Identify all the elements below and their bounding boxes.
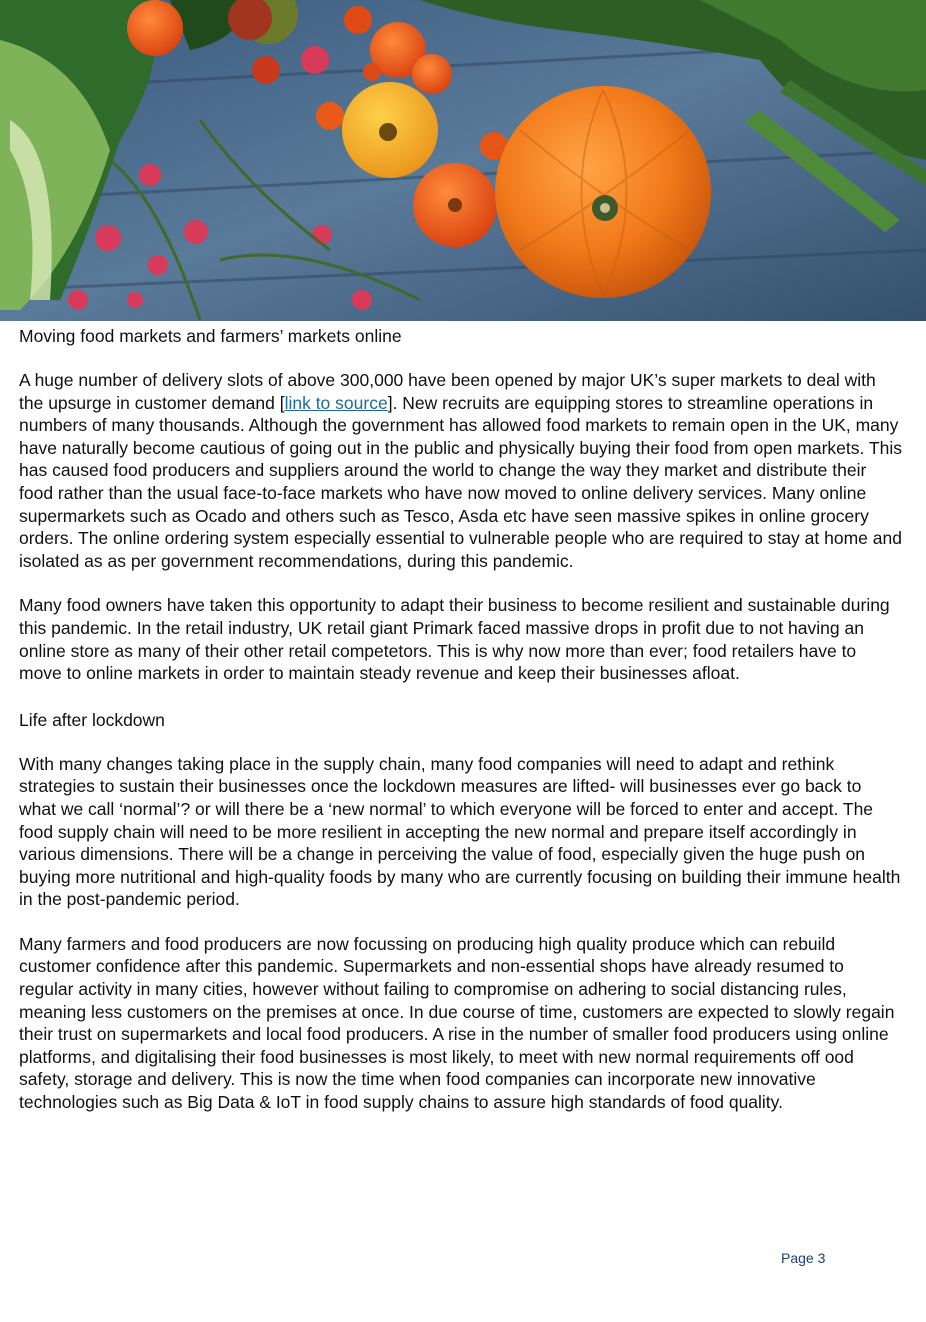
paragraph-food-owners: Many food owners have taken this opportunity to adapt their business to become resilient and sustainable during this pandemic. In the retail industry, UK retail giant Primark faced massive drops in profit due to not having an online store as many of their other retail competetors. This is why now more than ever; food retailers have to move to online markets in order to maintain steady revenue and keep their businesses afloat.	[19, 595, 890, 684]
section-heading-online-markets: Moving food markets and farmers’ markets online	[19, 326, 402, 346]
article-body	[19, 323, 903, 1114]
page-number: Page 3	[781, 1250, 826, 1266]
link-to-source[interactable]: link to source	[284, 392, 388, 413]
section-heading-life-after-lockdown: Life after lockdown	[19, 709, 165, 730]
paragraph-supply-chain-changes: With many changes taking place in the supply chain, many food companies will need to adapt and rethink strategies to sustain their businesses once the lockdown measures are lifted- will businesses ever go back to what we call ‘normal’? or will there be a ‘new normal’ to which everyone will be forced to enter and accept. The food supply chain will need to be more resilient in accepting the new normal and prepare itself accordingly in various dimensions. There will be a change in perceiving the value of food, especially given the huge push on buying more nutritional and high-quality foods by many who are currently focusing on building their immune health in the post-pandemic period.	[19, 753, 901, 910]
paragraph-delivery-slots: A huge number of delivery slots of above 300,000 have been opened by major UK’s super markets to deal with the upsurge in customer demand [link to source]. New recruits are equipping stores to streamline operations in numbers of many thousands. Although the government has allowed food markets to remain open in the UK, many have naturally become cautious of going out in the public and physically buying their food from open markets. This has caused food producers and suppliers around the world to change the way they market and distribute their food rather than the usual face-to-face markets who have now moved to online delivery services. Many online supermarkets such as Ocado and others such as Tesco, Asda etc have seen massive spikes in online grocery orders. The online ordering system especially essential to vulnerable people who are required to stay at home and isolated as as per government recommendations, during this pandemic.	[19, 370, 902, 571]
paragraph-farmers-producers: Many farmers and food producers are now focussing on producing high quality produce which can rebuild customer confidence after this pandemic. Supermarkets and non-essential shops have already resumed to regular activity in many cities, however without failing to compromise on adhering to social distancing rules, meaning less customers on the premises at once. In due course of time, customers are expected to slowly regain their trust on supermarkets and local food producers. A rise in the number of smaller food producers using online platforms, and digitalising their food businesses is most likely, to meet with new normal requirements off ood safety, storage and delivery. This is now the time when food companies can incorporate new innovative technologies such as Big Data & IoT in food supply chains to assure high standards of food quality.	[19, 933, 895, 1113]
hero-image	[0, 0, 926, 321]
